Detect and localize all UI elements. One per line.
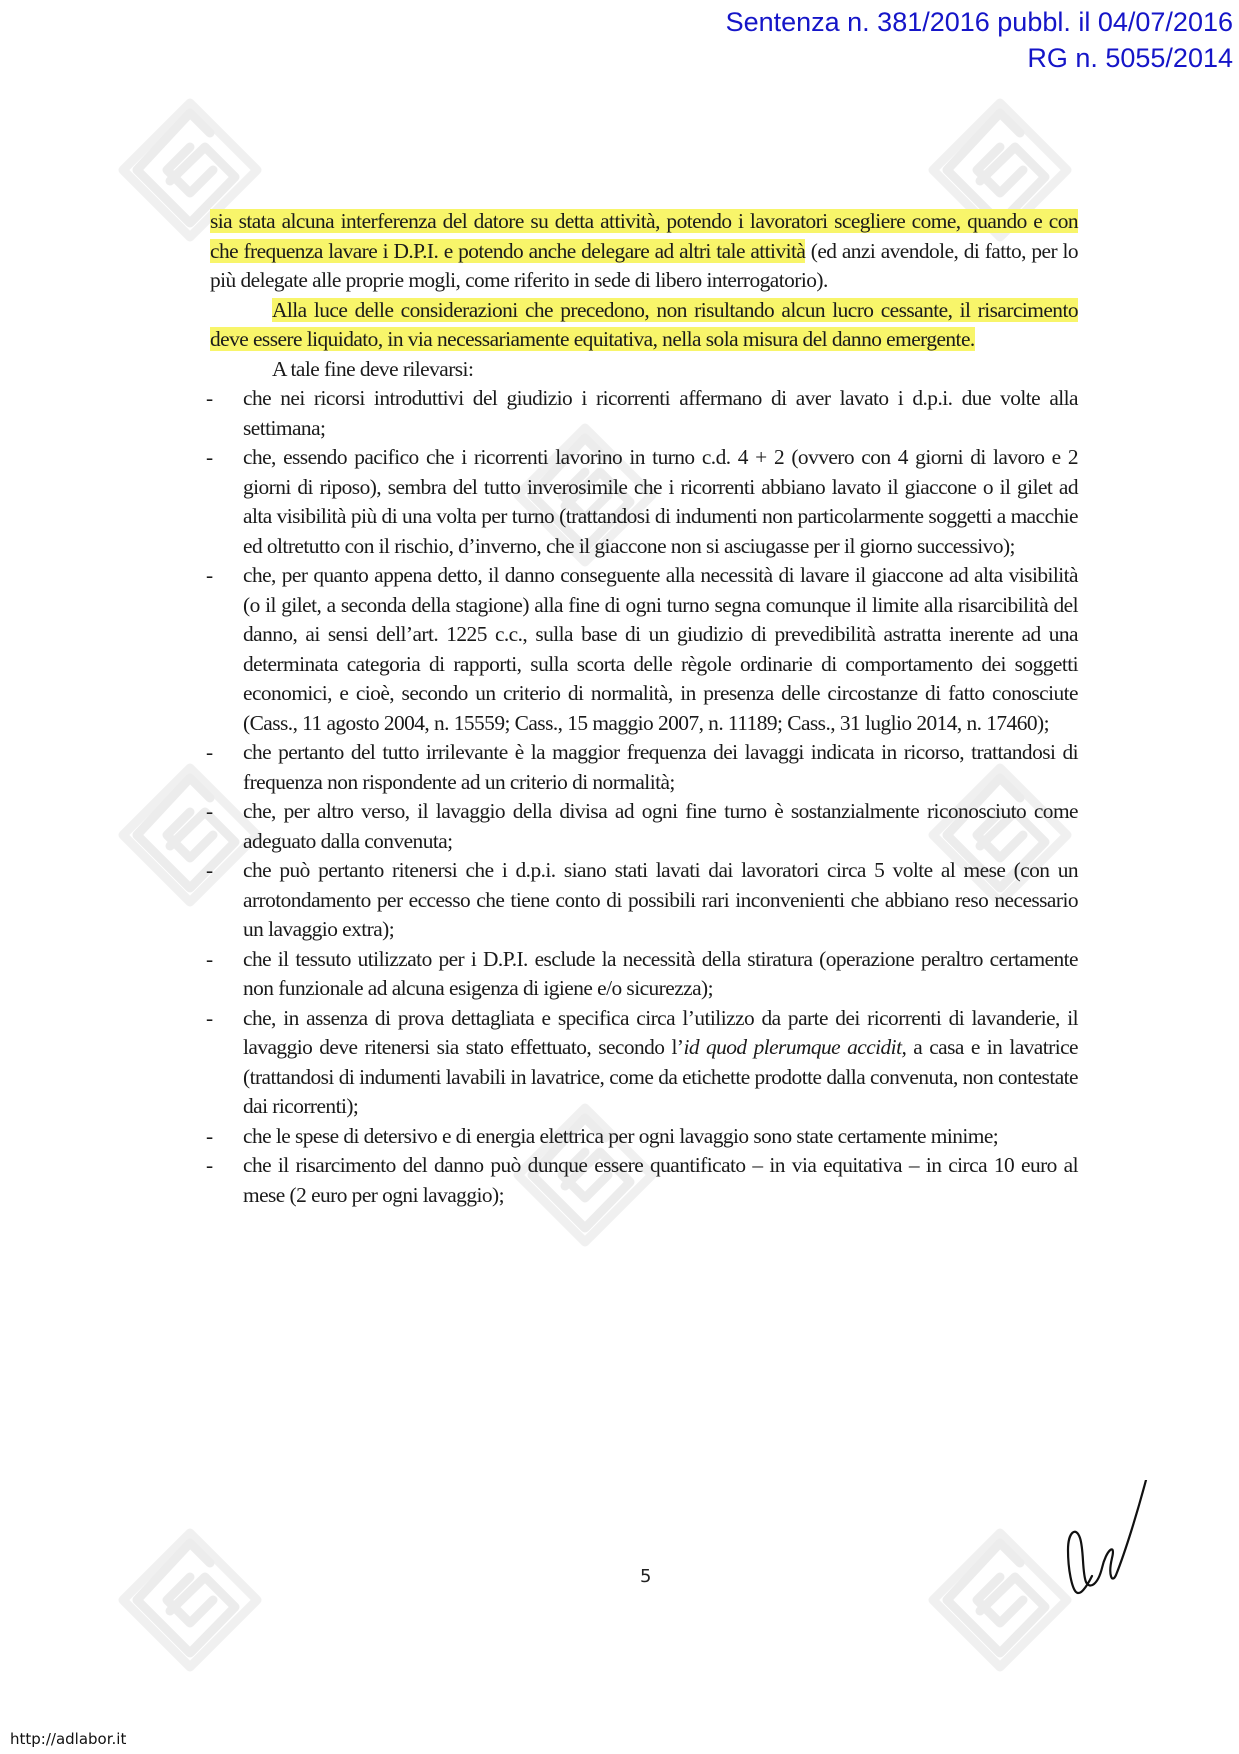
footer-url: http://adlabor.it bbox=[10, 1730, 127, 1748]
sentence-number: Sentenza n. 381/2016 pubbl. il 04/07/2016 bbox=[725, 7, 1233, 37]
paragraph-3: A tale fine deve rilevarsi: bbox=[272, 356, 474, 381]
dash-bullet: - bbox=[206, 1153, 213, 1177]
paragraph-2 bbox=[210, 296, 1078, 355]
document-body bbox=[206, 207, 1079, 1210]
dash-bullet: - bbox=[206, 1005, 213, 1030]
list-item: - che, in assenza di prova dettagliata e specifica circa l’utilizzo da parte dei ricorrenti di lavanderie, il lavaggio deve ritenersi sia stato effettuato, secondo l’id quod plerumque accidit, a casa e in lavatrice (trattandosi di indumenti lavabili in lavatrice, come da etichette prodotte dalla convenuta, non contestate dai ricorrenti); bbox=[206, 1005, 1078, 1118]
rg-number: RG n. 5055/2014 bbox=[1027, 43, 1233, 73]
dash-bullet: - bbox=[206, 445, 213, 469]
document-header-stamp bbox=[726, 4, 1233, 76]
paragraph-1 bbox=[210, 207, 1078, 296]
signature-icon bbox=[1046, 1480, 1156, 1600]
dash-bullet: - bbox=[206, 946, 213, 971]
dash-bullet: - bbox=[206, 563, 213, 587]
highlighted-text: Alla luce delle considerazioni che precedono, non risultando alcun lucro cessante, il risarcimento deve essere liquidato, in via necessariamente equitativa, nella sola misura del danno emergente. bbox=[210, 297, 1078, 351]
dash-bullet: - bbox=[206, 740, 213, 764]
list-item: - che può pertanto ritenersi che i d.p.i. siano stati lavati dai lavoratori circa 5 volte al mese (con un arrotondamento per eccesso che tiene conto di possibili rari inconvenienti che abbiano reso necessario un lavaggio extra); bbox=[206, 858, 1078, 941]
page-number: 5 bbox=[640, 1566, 652, 1587]
dash-bullet: - bbox=[206, 386, 213, 410]
watermark-logo-icon bbox=[115, 1525, 265, 1675]
list-item: - che, per altro verso, il lavaggio della divisa ad ogni fine turno è sostanzialmente riconosciuto come adeguato dalla convenuta; bbox=[206, 799, 1078, 853]
dash-bullet: - bbox=[206, 1123, 213, 1148]
paragraph-text: (ed anzi avendole, di fatto, per lo più delegate alle proprie mogli, come riferito in sede di libero interrogatorio). bbox=[210, 238, 1079, 292]
list-item: - che il tessuto utilizzato per i D.P.I. esclude la necessità della stiratura (operazione peraltro certamente non funzionale ad alcuna esigenza di igiene e/o sicurezza); bbox=[206, 946, 1078, 1000]
highlighted-text: sia stata alcuna interferenza del datore su detta attività, potendo i lavoratori scegliere come, quando e con che frequenza lavare i D.P.I. e potendo anche delegare ad altri tale attività bbox=[210, 209, 1078, 263]
latin-phrase: id quod plerumque accidit, bbox=[683, 1035, 907, 1059]
list-item: - che le spese di detersivo e di energia elettrica per ogni lavaggio sono state certamente minime; bbox=[210, 1122, 1078, 1152]
dash-bullet: - bbox=[206, 799, 213, 823]
list-item: - che nei ricorsi introduttivi del giudizio i ricorrenti affermano di aver lavato i d.p.i. due volte alla settimana; bbox=[206, 386, 1078, 440]
list-item: - che, essendo pacifico che i ricorrenti lavorino in turno c.d. 4 + 2 (ovvero con 4 giorni di lavoro e 2 giorni di riposo), sembra del tutto inverosimile che i ricorrenti abbiano lavato il giaccone o il gilet ad alta visibilità più di una volta per turno (trattandosi di indumenti non particolarmente soggetti a macchie ed oltretutto con il rischio, d’inverno, che il giaccone non si asciugasse per il giorno successivo); bbox=[206, 445, 1078, 558]
findings-list bbox=[206, 384, 1078, 1210]
list-item: - che pertanto del tutto irrilevante è la maggior frequenza dei lavaggi indicata in ricorso, trattandosi di frequenza non rispondente ad un criterio di normalità; bbox=[206, 740, 1078, 794]
list-item: - che, per quanto appena detto, il danno conseguente alla necessità di lavare il giaccone ad alta visibilità (o il gilet, a seconda della stagione) alla fine di ogni turno segna comunque il limite alla risarcibilità del danno, ai sensi dell’art. 1225 c.c., sulla base di un giudizio di prevedibilità astratta inerente ad una determinata categoria di rapporti, sulla scorta delle règole ordinarie di comportamento dei soggetti economici, e cioè, secondo un criterio di normalità, in presenza delle circostanze di fatto conosciute (Cass., 11 agosto 2004, n. 15559; Cass., 15 maggio 2007, n. 11189; Cass., 31 luglio 2014, n. 17460); bbox=[206, 563, 1078, 735]
dash-bullet: - bbox=[206, 858, 213, 882]
list-item: - che il risarcimento del danno può dunque essere quantificato – in via equitativa – in circa 10 euro al mese (2 euro per ogni lavaggio); bbox=[206, 1153, 1078, 1207]
